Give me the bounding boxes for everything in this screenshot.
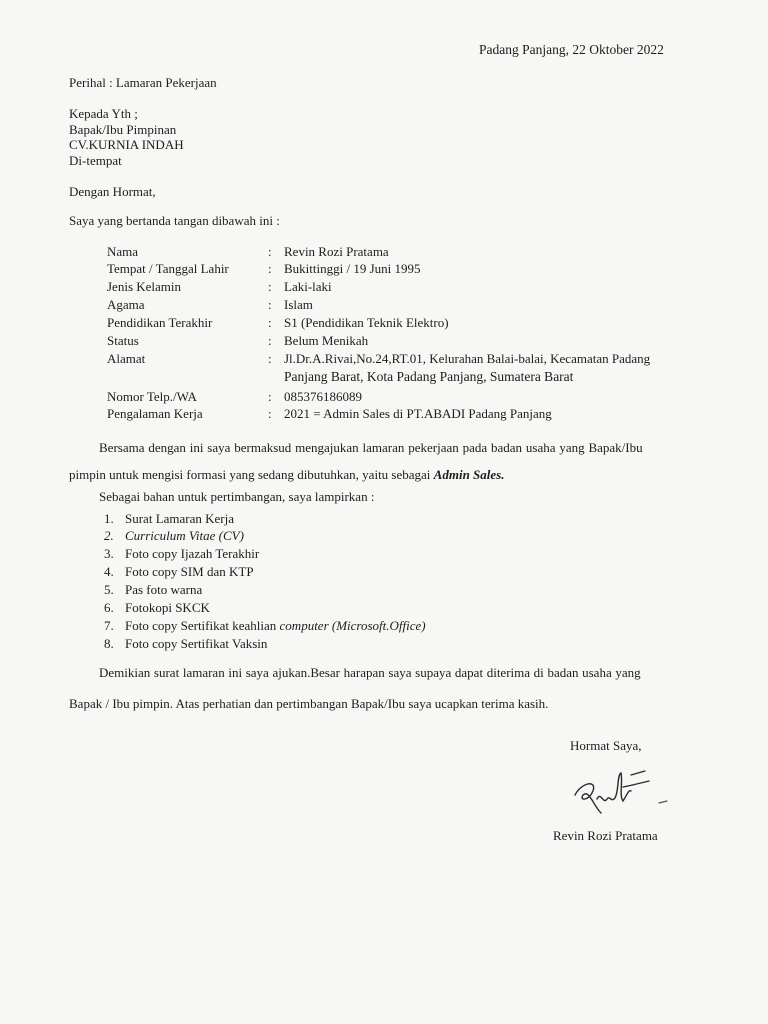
intro-text: Saya yang bertanda tangan dibawah ini : bbox=[69, 213, 280, 228]
body-paragraph-line bbox=[69, 467, 504, 483]
detail-label: Pengalaman Kerja bbox=[107, 406, 203, 421]
list-text: Surat Lamaran Kerja bbox=[125, 511, 235, 526]
body-text: pimpin untuk mengisi formasi yang sedang dibutuhkan, yaitu sebagai bbox=[69, 467, 434, 482]
list-text: Foto copy Sertifikat Vaksin bbox=[125, 636, 268, 651]
list-text-plain: Foto copy Sertifikat keahlian bbox=[125, 618, 280, 633]
detail-colon: : bbox=[268, 333, 272, 348]
detail-value: Revin Rozi Pratama bbox=[284, 244, 389, 259]
detail-colon: : bbox=[268, 406, 272, 421]
list-text: Fotokopi SKCK bbox=[125, 600, 210, 615]
detail-label: Pendidikan Terakhir bbox=[107, 315, 213, 330]
closing-paragraph-line: Bapak / Ibu pimpin. Atas perhatian dan pertimbangan Bapak/Ibu saya ucapkan terima kasih. bbox=[69, 696, 549, 711]
list-number: 7. bbox=[104, 618, 114, 633]
signature-icon bbox=[567, 765, 677, 825]
letter-date: Padang Panjang, 22 Oktober 2022 bbox=[479, 42, 664, 57]
list-text-italic: computer (Microsoft.Office) bbox=[279, 618, 426, 633]
list-text: Pas foto warna bbox=[125, 582, 203, 597]
detail-value: Jl.Dr.A.Rivai,No.24,RT.01, Kelurahan Balai-balai, Kecamatan Padang bbox=[284, 351, 651, 366]
detail-colon: : bbox=[268, 244, 272, 259]
detail-colon: : bbox=[268, 279, 272, 294]
body-paragraph-line: Bersama dengan ini saya bermaksud mengajukan lamaran pekerjaan pada badan usaha yang Bapak/Ibu bbox=[99, 440, 643, 455]
addressee-line: Kepada Yth ; bbox=[69, 106, 138, 121]
detail-value: Belum Menikah bbox=[284, 333, 369, 348]
list-number: 3. bbox=[104, 546, 114, 561]
list-text bbox=[125, 618, 426, 634]
detail-colon: : bbox=[268, 315, 272, 330]
detail-label: Alamat bbox=[107, 351, 146, 366]
detail-colon: : bbox=[268, 351, 272, 366]
position-emphasis: Admin Sales. bbox=[433, 467, 505, 482]
sign-off: Hormat Saya, bbox=[570, 738, 642, 753]
closing-paragraph-line: Demikian surat lamaran ini saya ajukan.Besar harapan saya supaya dapat diterima di badan usaha yang bbox=[99, 665, 641, 680]
addressee-block bbox=[69, 106, 184, 168]
detail-value: 2021 = Admin Sales di PT.ABADI Padang Panjang bbox=[284, 406, 552, 421]
detail-label: Nama bbox=[107, 244, 139, 259]
detail-colon: : bbox=[268, 297, 272, 312]
detail-value: S1 (Pendidikan Teknik Elektro) bbox=[284, 315, 449, 330]
list-number: 2. bbox=[104, 528, 114, 543]
detail-label: Tempat / Tanggal Lahir bbox=[107, 261, 229, 276]
addressee-line: Di-tempat bbox=[69, 152, 122, 168]
detail-colon: : bbox=[268, 261, 272, 276]
detail-value: Islam bbox=[284, 297, 313, 312]
list-number: 1. bbox=[104, 511, 114, 526]
list-number: 8. bbox=[104, 636, 114, 651]
detail-label: Status bbox=[107, 333, 139, 348]
letter-subject: Perihal : Lamaran Pekerjaan bbox=[69, 75, 217, 90]
detail-value: Bukittinggi / 19 Juni 1995 bbox=[284, 261, 421, 276]
list-number: 4. bbox=[104, 564, 114, 579]
addressee-line: Bapak/Ibu Pimpinan bbox=[69, 121, 177, 137]
detail-label: Agama bbox=[107, 297, 145, 312]
detail-value-continuation: Panjang Barat, Kota Padang Panjang, Sumatera Barat bbox=[284, 369, 574, 384]
list-number: 5. bbox=[104, 582, 114, 597]
salutation: Dengan Hormat, bbox=[69, 184, 156, 199]
detail-label: Nomor Telp./WA bbox=[107, 389, 197, 404]
detail-value: 085376186089 bbox=[284, 389, 362, 404]
list-text: Foto copy SIM dan KTP bbox=[125, 564, 254, 579]
list-text: Foto copy Ijazah Terakhir bbox=[125, 546, 260, 561]
signer-name: Revin Rozi Pratama bbox=[553, 828, 658, 843]
detail-value: Laki-laki bbox=[284, 279, 332, 294]
attachments-intro: Sebagai bahan untuk pertimbangan, saya lampirkan : bbox=[99, 489, 375, 504]
list-text: Curriculum Vitae (CV) bbox=[125, 528, 244, 543]
detail-label: Jenis Kelamin bbox=[107, 279, 182, 294]
detail-colon: : bbox=[268, 389, 272, 404]
addressee-line: CV.KURNIA INDAH bbox=[69, 137, 184, 152]
list-number: 6. bbox=[104, 600, 114, 615]
